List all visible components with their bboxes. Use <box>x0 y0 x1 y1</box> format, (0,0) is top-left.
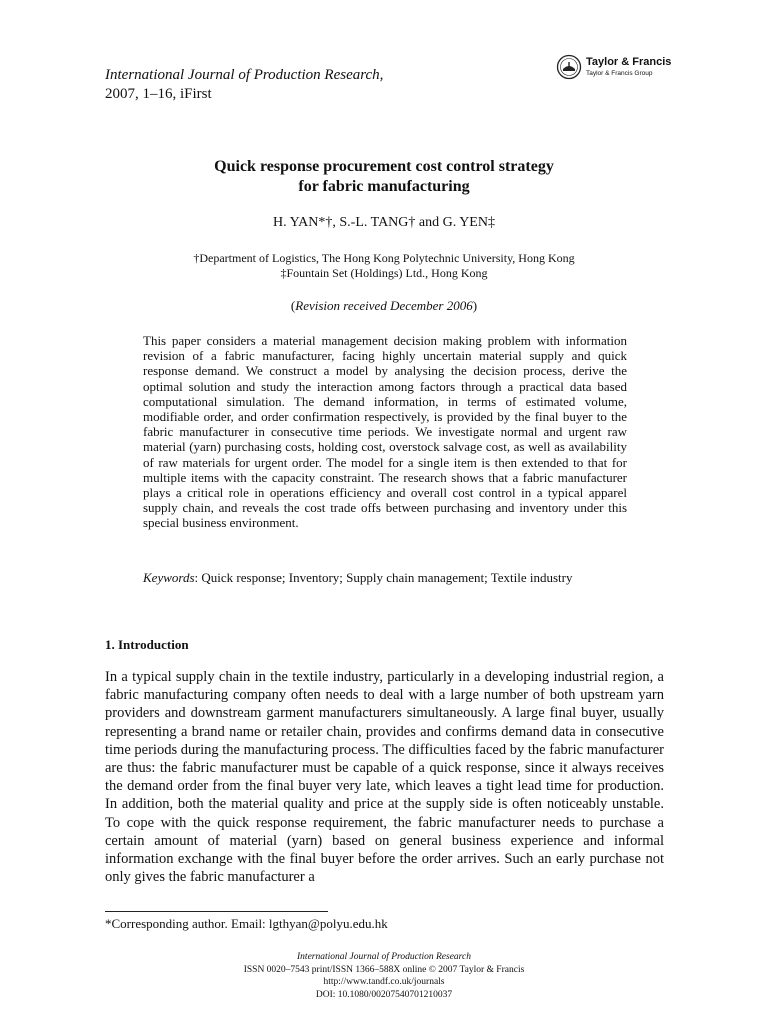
affiliation-1: †Department of Logistics, The Hong Kong Polytechnic University, Hong Kong <box>193 251 575 265</box>
revision-close-paren: ) <box>472 298 478 313</box>
title-line-1: Quick response procurement cost control strategy <box>214 158 554 175</box>
affiliation-2: ‡Fountain Set (Holdings) Ltd., Hong Kong <box>280 266 488 280</box>
footer-journal: International Journal of Production Research <box>297 952 471 962</box>
abstract: This paper considers a material management decision making problem with information revision of a fabric manufacturer, facing highly uncertain material supply and quick response demand. We construct a model by analysing the decision process, derive the optimal solution and study the interaction among factors through a practical data based computational simulation. The demand information, in terms of estimated volume, modifiable order, and order confirmation respectively, is provided by the final buyer to the fabric manufacturer in consecutive time periods. We investigate normal and urgent raw material (yarn) purchasing costs, holding cost, overstock salvage cost, as well as availability of raw materials for urgent order. The model for a single item is then extended to that for multiple items with the capacity constraint. The research shows that a fabric manufacturer plays a critical role in operations efficiency and overall cost control in a typical apparel supply chain, and reveals the cost trade offs between purchasing and inventory under this special business environment. <box>143 333 627 531</box>
revision-text: Revision received December 2006 <box>295 298 473 313</box>
journal-issue: 2007, 1–16, iFirst <box>105 86 212 102</box>
introduction-body: In a typical supply chain in the textile industry, particularly in a developing industrial region, a fabric manufacturing company often needs to deal with a large number of both upstream yarn providers and downstream garment manufacturers simultaneously. A large final buyer, usually representing a brand name or retailer chain, provides and confirms demand data in consecutive time periods during the manufacturing process. The difficulties faced by the fabric manufacturer are thus: the fabric manufacturer must be capable of a quick response, since it always receives the demand order from the final buyer very late, which leaves a tight lead time for production. In addition, both the material quality and price at the supply side is often noticeably unstable. To cope with the quick response requirement, the fabric manufacturer needs to purchase a certain amount of material (yarn) based on general business experience and informal information exchange with the final buyer before the order arrives. Such an early purchase not only gives the fabric manufacturer a <box>105 669 664 886</box>
journal-header <box>105 66 383 104</box>
footer-issn: ISSN 0020–7543 print/ISSN 1366–588X online © 2007 Taylor & Francis <box>243 964 525 975</box>
revision-note <box>0 298 768 314</box>
keywords-list: : Quick response; Inventory; Supply chain management; Textile industry <box>194 570 573 585</box>
revision-open-paren: ( <box>290 298 296 313</box>
authors: H. YAN*†, S.-L. TANG† and G. YEN‡ <box>273 215 495 230</box>
taylor-francis-seal-icon <box>556 54 582 80</box>
section-heading: 1. Introduction <box>105 637 189 652</box>
publisher-logo <box>556 54 672 84</box>
article-title <box>0 157 768 197</box>
footer-doi: DOI: 10.1080/00207540701210037 <box>315 989 453 1000</box>
journal-name: International Journal of Production Research, <box>105 67 384 83</box>
footnote-divider <box>105 911 328 912</box>
keywords-label: Keywords <box>143 570 195 585</box>
title-line-2: for fabric manufacturing <box>298 178 470 195</box>
footer-url[interactable]: http://www.tandf.co.uk/journals <box>323 977 445 988</box>
affiliations <box>0 251 768 281</box>
keywords <box>143 571 627 586</box>
footnote: *Corresponding author. Email: lgthyan@polyu.edu.hk <box>105 916 388 931</box>
publisher-group: Taylor & Francis Group <box>586 70 653 77</box>
publisher-brand: Taylor & Francis <box>586 56 672 68</box>
page-footer <box>0 951 768 1001</box>
